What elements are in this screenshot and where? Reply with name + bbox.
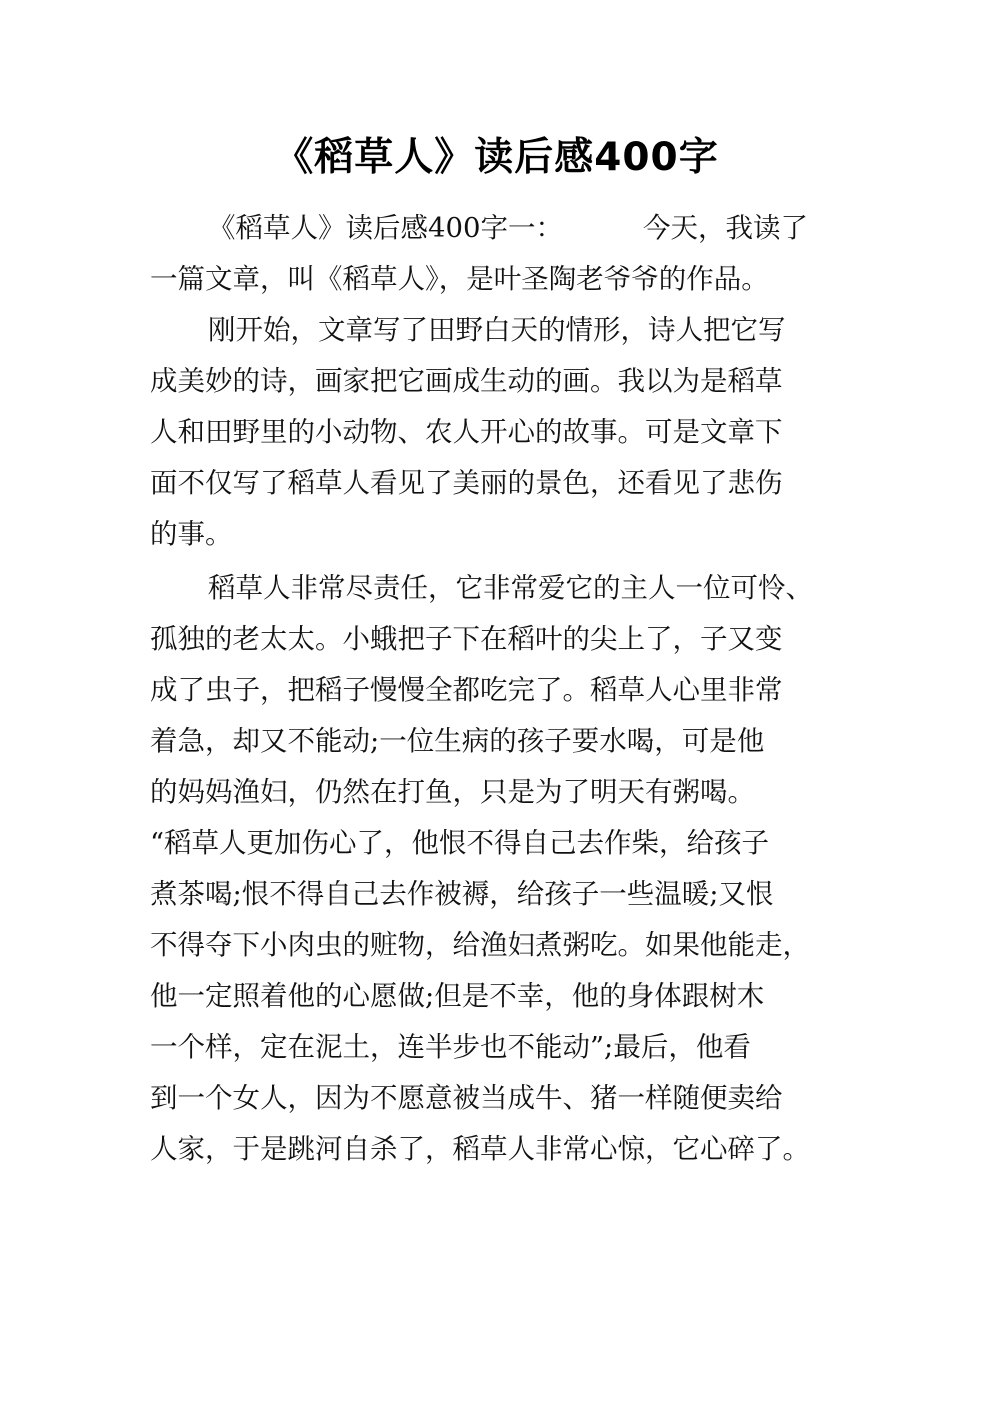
document-title: 《稻草人》读后感400字 xyxy=(274,135,719,180)
paragraph-line: 人和田野里的小动物、农人开心的故事。可是文章下 xyxy=(150,416,783,448)
intro-heading: 《稻草人》读后感400字一： xyxy=(208,212,563,244)
paragraph-line: 一个样，定在泥土，连半步也不能动”;最后，他看 xyxy=(150,1031,751,1063)
paragraph-line: 一篇文章，叫《稻草人》，是叶圣陶老爷爷的作品。 xyxy=(150,263,769,295)
paragraph-line: 煮茶喝;恨不得自己去作被褥，给孩子一些温暖;又恨 xyxy=(150,878,774,910)
paragraph-line: “稻草人更加伤心了，他恨不得自己去作柴，给孩子 xyxy=(150,827,770,859)
paragraph-line: 他一定照着他的心愿做;但是不幸，他的身体跟树木 xyxy=(150,980,765,1012)
intro-text: 今天，我读了 xyxy=(643,212,808,244)
paragraph-line: 成美妙的诗，画家把它画成生动的画。我以为是稻草 xyxy=(150,365,783,397)
paragraph-line: 人家，于是跳河自杀了，稻草人非常心惊，它心碎了。 xyxy=(150,1133,810,1165)
paragraph-line: 成了虫子，把稻子慢慢全都吃完了。稻草人心里非常 xyxy=(150,674,783,706)
paragraph-line: 稻草人非常尽责任，它非常爱它的主人一位可怜、 xyxy=(208,572,813,604)
paragraph-line: 面不仅写了稻草人看见了美丽的景色，还看见了悲伤 xyxy=(150,467,783,499)
paragraph-line xyxy=(208,211,808,245)
paragraph-line: 不得夺下小肉虫的赃物，给渔妇煮粥吃。如果他能走， xyxy=(150,929,810,961)
paragraph-line: 着急，却又不能动;一位生病的孩子要水喝，可是他 xyxy=(150,725,765,757)
paragraph-line: 刚开始，文章写了田野白天的情形，诗人把它写 xyxy=(208,314,786,346)
paragraph-line: 的事。 xyxy=(150,518,233,550)
paragraph-line: 孤独的老太太。小蛾把子下在稻叶的尖上了，子又变 xyxy=(150,623,783,655)
paragraph-line: 的妈妈渔妇，仍然在打鱼，只是为了明天有粥喝。 xyxy=(150,776,755,808)
paragraph-line: 到一个女人，因为不愿意被当成牛、猪一样随便卖给 xyxy=(150,1082,783,1114)
